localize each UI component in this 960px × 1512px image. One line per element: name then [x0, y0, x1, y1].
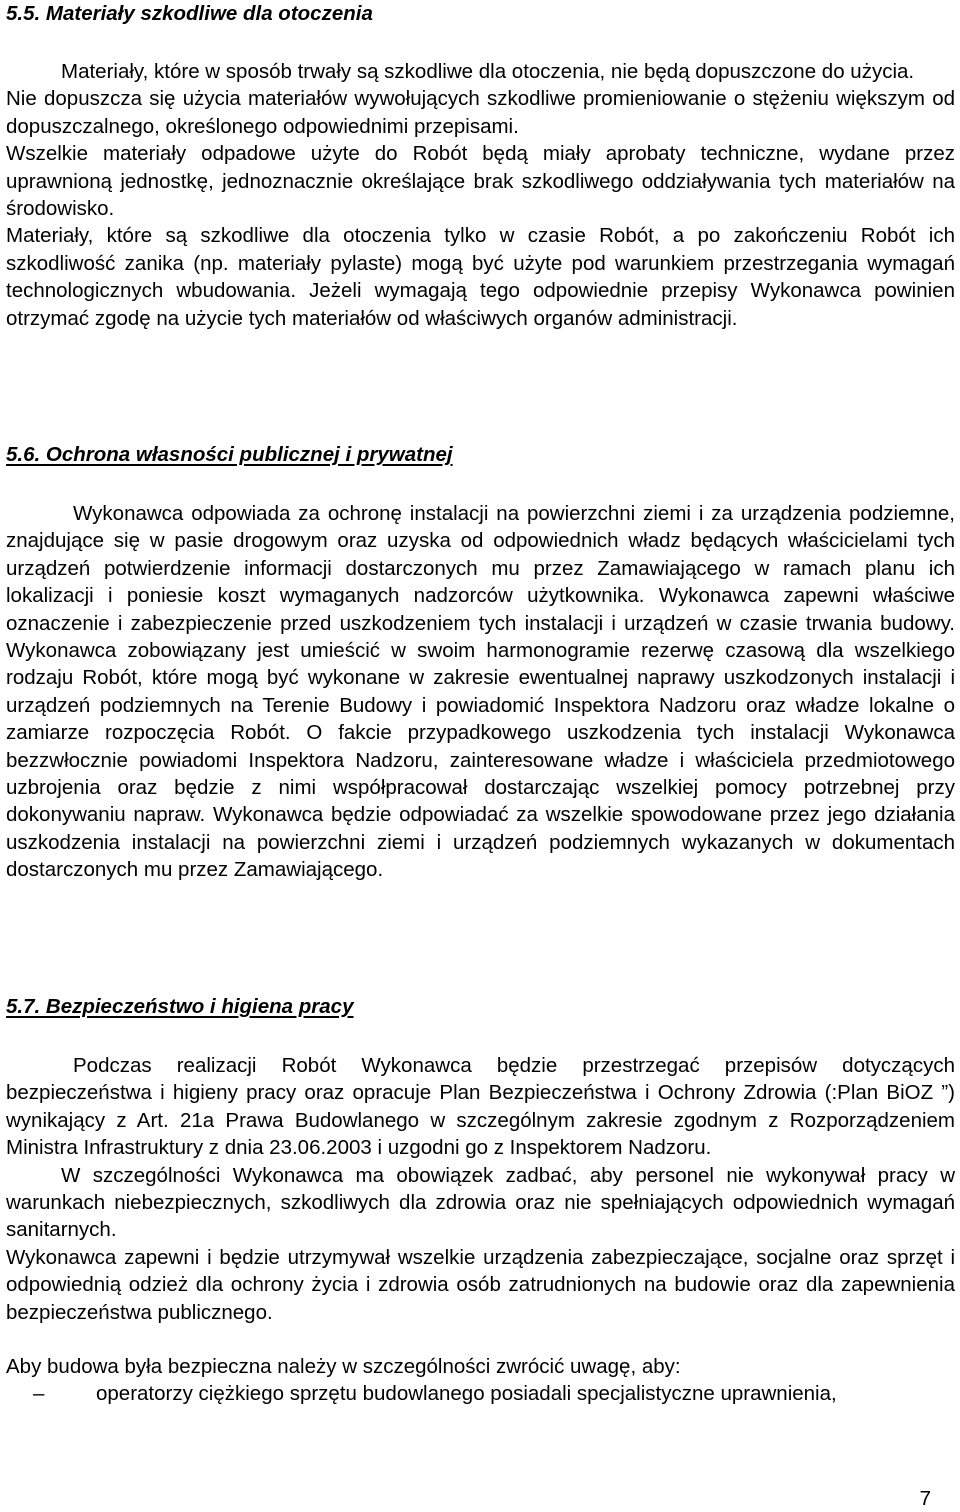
paragraph: Podczas realizacji Robót Wykonawca będzie przestrzegać przepisów dotyczących bezpieczeństwa i higieny pracy oraz opracuje Plan Bezpieczeństwa i Ochrony Zdrowia (:Plan BiOZ ”) wynikający z Art. 21a Prawa Budowlanego w szczególnym zakresie zgodnym z Rozporządzeniem Ministra Infrastruktury z dnia 23.06.2003 i uzgodni go z Inspektorem Nadzoru.	[6, 1054, 955, 1160]
section-heading-5-7: 5.7. Bezpieczeństwo i higiena pracy	[6, 995, 354, 1018]
spacer	[6, 1326, 955, 1353]
list-item	[6, 1380, 955, 1407]
section-heading-5-6: 5.6. Ochrona własności publicznej i prywatnej	[6, 443, 453, 466]
section-body-5-5	[6, 58, 955, 332]
paragraph: Wykonawca odpowiada za ochronę instalacji na powierzchni ziemi i za urządzenia podziemne, znajdujące się w pasie drogowym oraz uzyska od odpowiednich władz będących właścicielami tych urządzeń potwierdzenie informacji dostarczonych mu przez Zamawiającego w ramach planu ich lokalizacji i poniesie koszt wymaganych nadzorców użytkownika. Wykonawca zapewni właściwe oznaczenie i zabezpieczenie przed uszkodzeniem tych instalacji i urządzeń w czasie trwania budowy. Wykonawca zobowiązany jest umieścić w swoim harmonogramie rezerwę czasową dla wszelkiego rodzaju Robót, które mogą być wykonane w zakresie ewentualnej naprawy uszkodzonych instalacji i urządzeń podziemnych na Terenie Budowy i powiadomić Inspektora Nadzoru oraz władze lokalne o zamiarze rozpoczęcia Robót. O fakcie przypadkowego uszkodzenia tych instalacji Wykonawca bezzwłocznie powiadomi Inspektora Nadzoru, zainteresowane władze i właściciela przedmiotowego uzbrojenia oraz będzie z nimi współpracował dostarczając wszelkiej pomocy potrzebnej przy dokonywaniu napraw. Wykonawca będzie odpowiadać za wszelkie spowodowane przez jego działania uszkodzenia instalacji na powierzchni ziemi i urządzeń podziemnych wykazanych w dokumentach dostarczonych mu przez Zamawiającego.	[6, 502, 955, 882]
list-item-text: operatorzy ciężkiego sprzętu budowlanego posiadali specjalistyczne uprawnienia,	[96, 1382, 837, 1406]
paragraph: Wszelkie materiały odpadowe użyte do Robót będą miały aprobaty techniczne, wydane przez uprawnioną jednostkę, jednoznacznie określające brak szkodliwego oddziaływania tych materiałów na środowisko.	[6, 142, 955, 221]
page-number: 7	[919, 1487, 931, 1510]
section-body-5-7	[6, 1052, 955, 1408]
paragraph: Materiały, które są szkodliwe dla otoczenia tylko w czasie Robót, a po zakończeniu Robót ich szkodliwość zanika (np. materiały pylaste) mogą być użyte pod warunkiem przestrzegania wymagań technologicznych wbudowania. Jeżeli wymagają tego odpowiednie przepisy Wykonawca powinien otrzymać zgodę na użycie tych materiałów od właściwych organów administracji.	[6, 224, 955, 330]
section-heading-5-5: 5.5. Materiały szkodliwe dla otoczenia	[6, 2, 373, 25]
paragraph: Nie dopuszcza się użycia materiałów wywołujących szkodliwe promieniowanie o stężeniu większym od dopuszczalnego, określonego odpowiednimi przepisami.	[6, 87, 955, 138]
dash-bullet: –	[33, 1382, 45, 1406]
requirements-list	[6, 1380, 955, 1407]
paragraph: Wykonawca zapewni i będzie utrzymywał wszelkie urządzenia zabezpieczające, socjalne oraz sprzęt i odpowiednią odzież dla ochrony życia i zdrowia osób zatrudnionych na budowie oraz dla zapewnienia bezpieczeństwa publicznego.	[6, 1245, 955, 1324]
section-body-5-6	[6, 500, 955, 884]
paragraph: W szczególności Wykonawca ma obowiązek zadbać, aby personel nie wykonywał pracy w warunkach niebezpiecznych, szkodliwych dla zdrowia oraz nie spełniających odpowiednich wymagań sanitarnych.	[6, 1163, 955, 1242]
paragraph: Materiały, które w sposób trwały są szkodliwe dla otoczenia, nie będą dopuszczone do użycia.	[61, 60, 915, 83]
paragraph: Aby budowa była bezpieczna należy w szczególności zwrócić uwagę, aby:	[6, 1355, 681, 1379]
